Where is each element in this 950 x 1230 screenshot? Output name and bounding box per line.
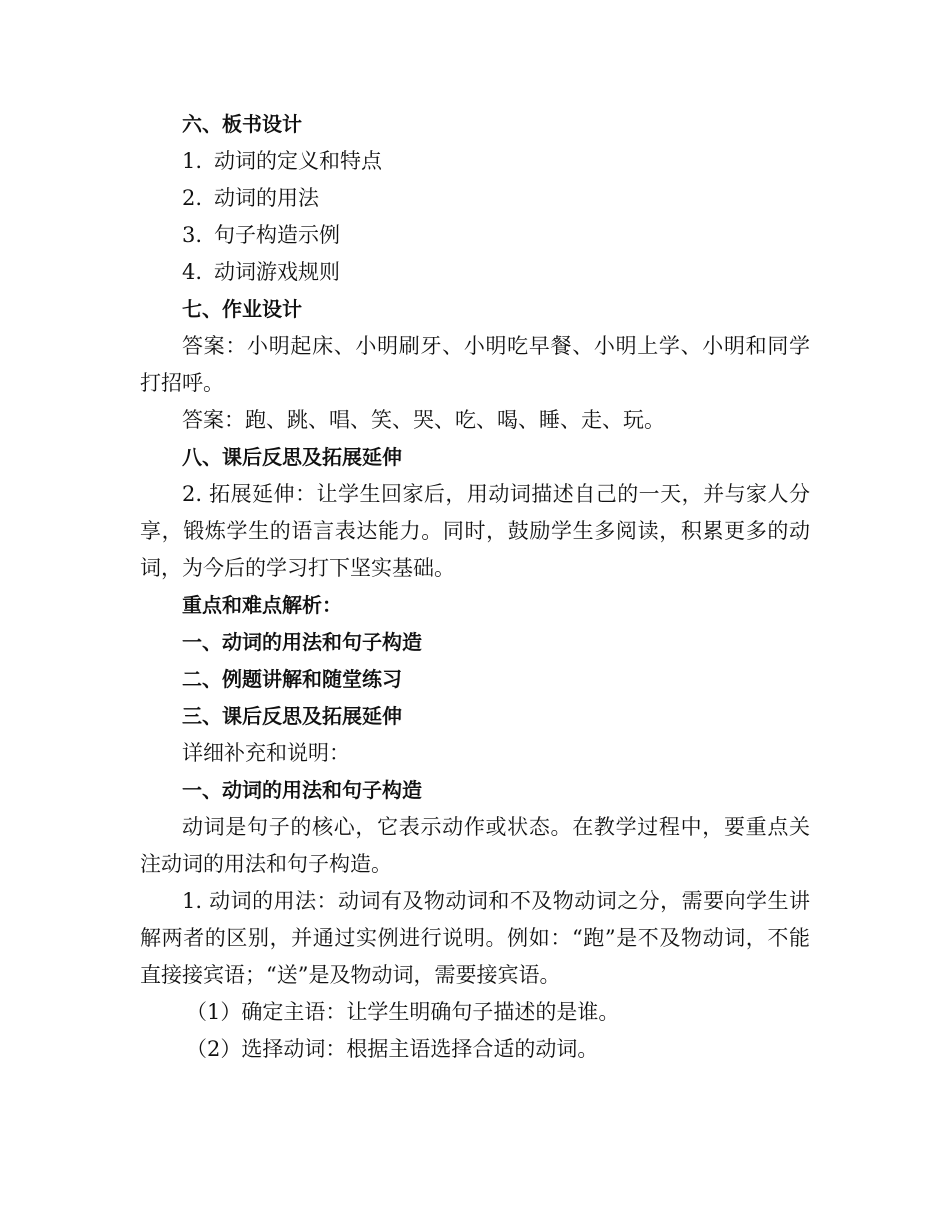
list-item-number: 2. <box>182 186 203 210</box>
section-heading-reflection: 八、课后反思及拓展延伸 <box>182 445 402 469</box>
section-heading-board-design: 六、板书设计 <box>182 112 302 136</box>
list-item <box>140 180 810 217</box>
key-point-item: 二、例题讲解和随堂练习 <box>182 667 402 691</box>
homework-answer-1: 答案：小明起床、小明刷牙、小明吃早餐、小明上学、小明和同学打招呼。 <box>140 334 810 395</box>
list-item-number: 1. <box>182 149 203 173</box>
list-item <box>140 143 810 180</box>
section-heading-homework: 七、作业设计 <box>182 297 302 321</box>
detail-label: 详细补充和说明： <box>182 741 350 765</box>
key-points-heading: 重点和难点解析： <box>182 593 342 617</box>
key-point-item: 三、课后反思及拓展延伸 <box>182 704 402 728</box>
list-item-text: 句子构造示例 <box>214 223 340 247</box>
extension-paragraph: 2. 拓展延伸：让学生回家后，用动词描述自己的一天，并与家人分享，锻炼学生的语言表达能力。同时，鼓励学生多阅读，积累更多的动词，为今后的学习打下坚实基础。 <box>140 482 810 580</box>
list-item <box>140 217 810 254</box>
list-item-text: 动词的用法 <box>214 186 319 210</box>
detail-paragraph-1: 动词是句子的核心，它表示动作或状态。在教学过程中，要重点关注动词的用法和句子构造。 <box>140 815 810 876</box>
key-point-item: 一、动词的用法和句子构造 <box>182 630 422 654</box>
document-page <box>140 106 810 1068</box>
detail-step-1: （1）确定主语：让学生明确句子描述的是谁。 <box>186 1000 620 1024</box>
detail-step-2: （2）选择动词：根据主语选择合适的动词。 <box>186 1037 599 1061</box>
list-item <box>140 254 810 291</box>
detail-paragraph-2: 1. 动词的用法：动词有及物动词和不及物动词之分，需要向学生讲解两者的区别，并通过实例进行说明。例如：“跑”是不及物动词，不能直接接宾语；“送”是及物动词，需要接宾语。 <box>140 889 810 987</box>
list-item-text: 动词游戏规则 <box>214 260 340 284</box>
homework-answer-2: 答案：跑、跳、唱、笑、哭、吃、喝、睡、走、玩。 <box>182 408 665 432</box>
detail-heading: 一、动词的用法和句子构造 <box>182 778 422 802</box>
list-item-number: 3. <box>182 223 203 247</box>
list-item-number: 4. <box>182 260 203 284</box>
list-item-text: 动词的定义和特点 <box>214 149 382 173</box>
